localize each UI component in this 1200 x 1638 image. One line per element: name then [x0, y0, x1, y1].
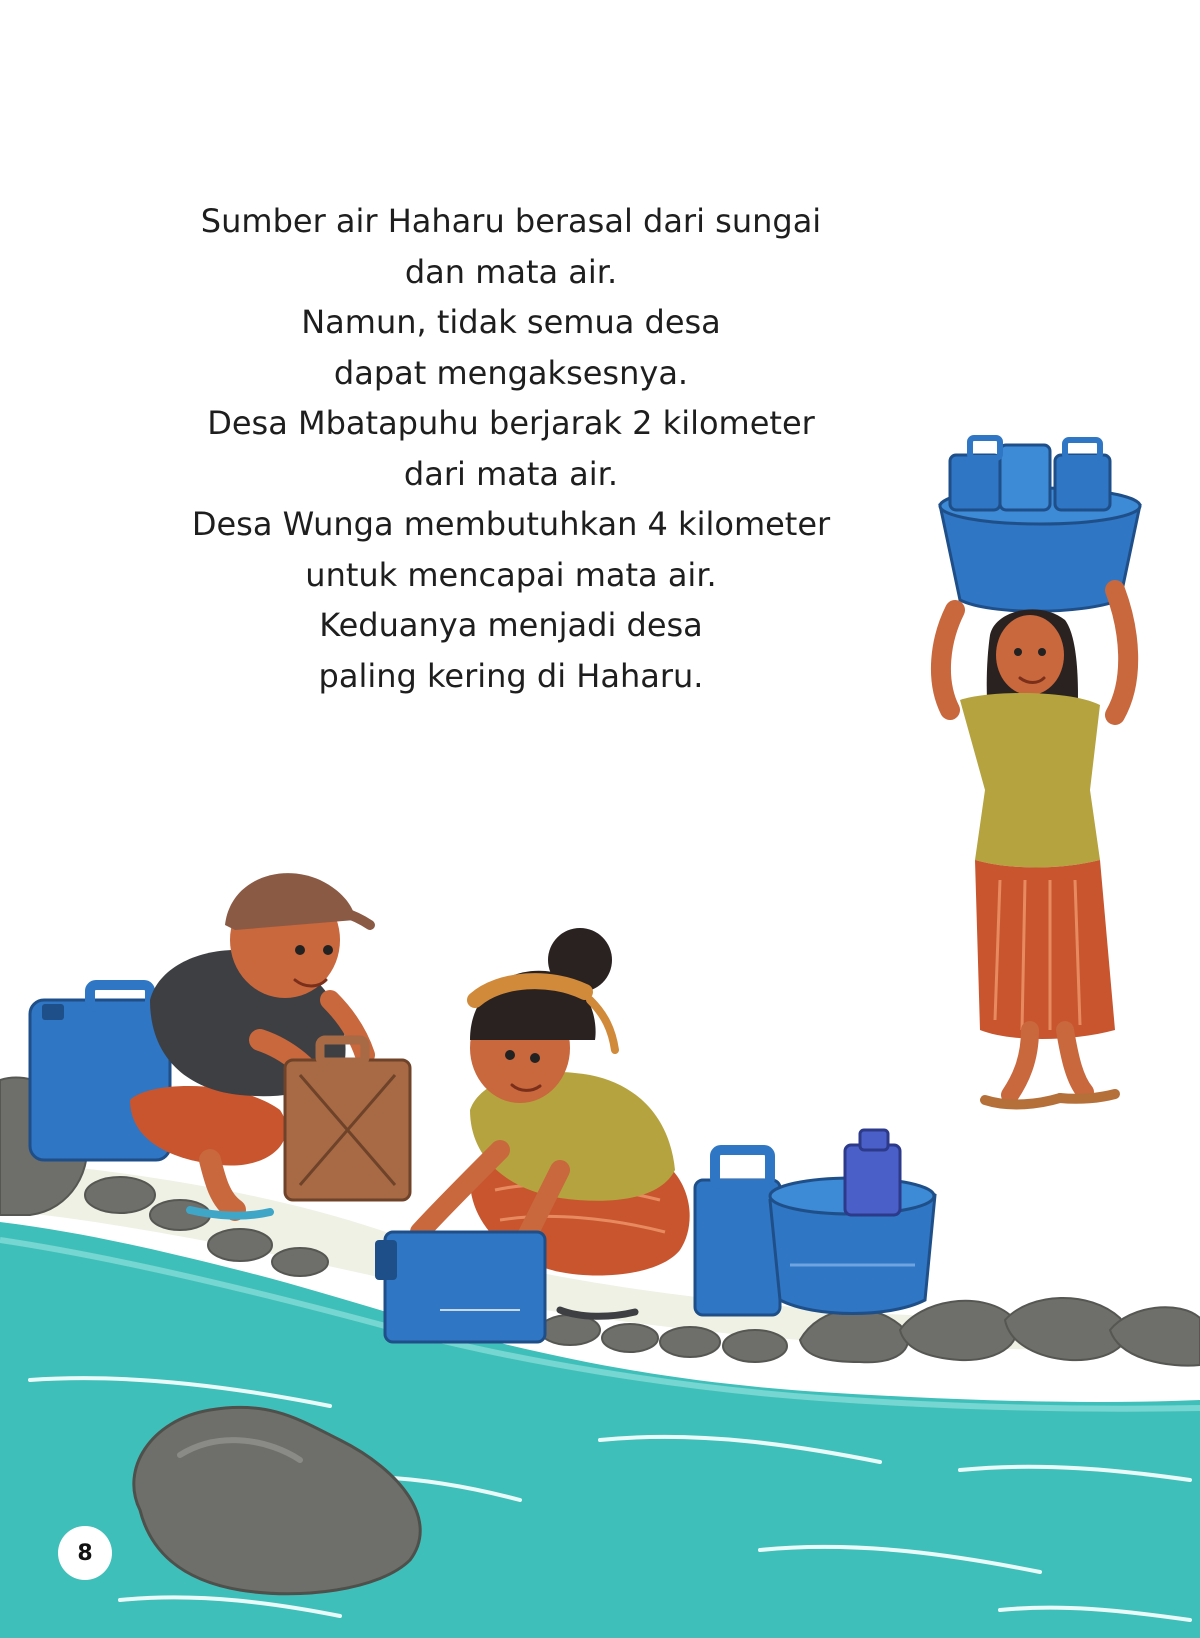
page-number-badge	[58, 1526, 112, 1580]
story-line: dapat mengaksesnya.	[333, 353, 689, 392]
tub-and-cans	[695, 1130, 935, 1315]
boy-figure	[30, 873, 410, 1216]
story-line: Keduanya menjadi desa	[319, 606, 703, 644]
story-line: Sumber air Haharu berasal dari sungai	[200, 202, 822, 240]
woman-figure	[940, 438, 1140, 1104]
story-line: paling kering di Haharu.	[318, 656, 704, 695]
story-line: untuk mencapai mata air.	[305, 555, 717, 594]
story-line: Desa Wunga membutuhkan 4 kilometer	[191, 505, 831, 543]
story-line: dan mata air.	[404, 252, 618, 291]
story-line: dari mata air.	[403, 454, 619, 493]
story-line: Namun, tidak semua desa	[301, 303, 721, 341]
story-line: Desa Mbatapuhu berjarak 2 kilometer	[207, 404, 815, 442]
story-text	[180, 196, 842, 701]
girl-figure	[375, 928, 690, 1342]
page-number: 8	[77, 1540, 93, 1566]
